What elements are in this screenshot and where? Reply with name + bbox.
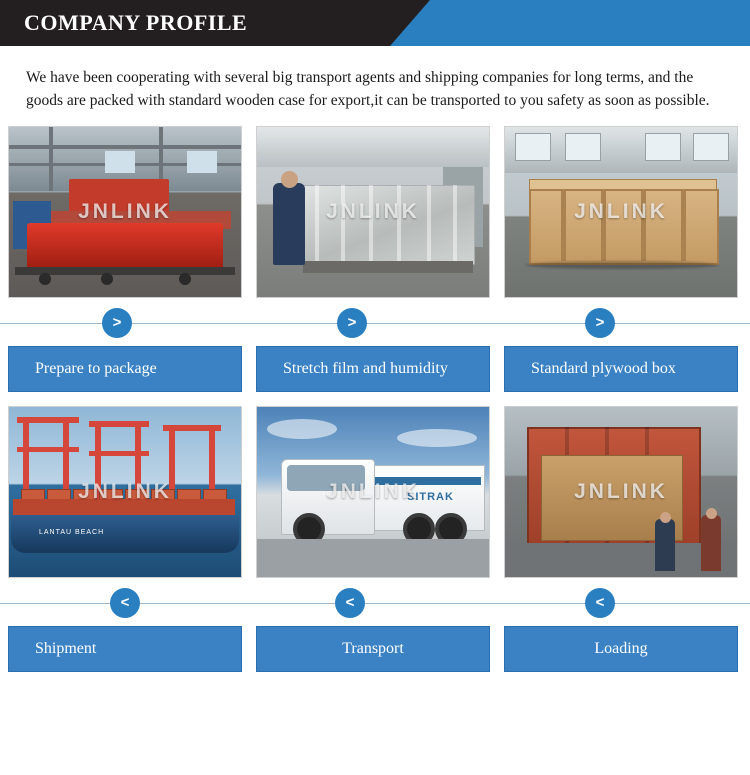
caption-prepare-to-package: Prepare to package bbox=[8, 346, 242, 392]
page-header bbox=[0, 0, 750, 46]
watermark-text: JNLINK bbox=[326, 480, 420, 503]
caption-row-2 bbox=[0, 626, 750, 672]
watermark-text: JNLINK bbox=[574, 480, 668, 503]
watermark-text: JNLINK bbox=[78, 200, 172, 223]
photo-transport bbox=[256, 406, 490, 578]
photo-stretch-film bbox=[256, 126, 490, 298]
photo-artwork-loading bbox=[505, 407, 737, 577]
photo-row-2 bbox=[0, 406, 750, 578]
page-title: COMPANY PROFILE bbox=[24, 10, 248, 35]
arrow-strip-1 bbox=[0, 304, 750, 342]
caption-transport: Transport bbox=[256, 626, 490, 672]
photo-artwork-factory bbox=[9, 127, 241, 297]
caption-plywood-box: Standard plywood box bbox=[504, 346, 738, 392]
photo-shipment bbox=[8, 406, 242, 578]
ship-hull-name: LANTAU BEACH bbox=[39, 529, 105, 536]
arrow-left-icon: < bbox=[585, 588, 615, 618]
arrow-right-icon: > bbox=[337, 308, 367, 338]
caption-row-1 bbox=[0, 346, 750, 392]
intro-paragraph: We have been cooperating with several big transport agents and shipping companies for long terms, and the goods are packed with standard wooden case for export,it can be transported to you safety as soon as possible. bbox=[26, 69, 710, 109]
arrow-left-icon: < bbox=[110, 588, 140, 618]
photo-loading bbox=[504, 406, 738, 578]
photo-artwork-crate bbox=[505, 127, 737, 297]
truck-brand-text: SITRAK bbox=[407, 491, 454, 503]
photo-artwork-ship bbox=[9, 407, 241, 577]
arrow-right-icon: > bbox=[585, 308, 615, 338]
arrow-left-icon: < bbox=[335, 588, 365, 618]
photo-artwork-wrapping bbox=[257, 127, 489, 297]
arrow-strip-2 bbox=[0, 584, 750, 622]
arrow-right-icon: > bbox=[102, 308, 132, 338]
photo-prepare-to-package bbox=[8, 126, 242, 298]
photo-artwork-truck bbox=[257, 407, 489, 577]
caption-loading: Loading bbox=[504, 626, 738, 672]
caption-shipment: Shipment bbox=[8, 626, 242, 672]
watermark-text: JNLINK bbox=[78, 480, 172, 503]
photo-plywood-box bbox=[504, 126, 738, 298]
watermark-text: JNLINK bbox=[574, 200, 668, 223]
caption-stretch-film: Stretch film and humidity bbox=[256, 346, 490, 392]
watermark-text: JNLINK bbox=[326, 200, 420, 223]
photo-row-1 bbox=[0, 126, 750, 298]
